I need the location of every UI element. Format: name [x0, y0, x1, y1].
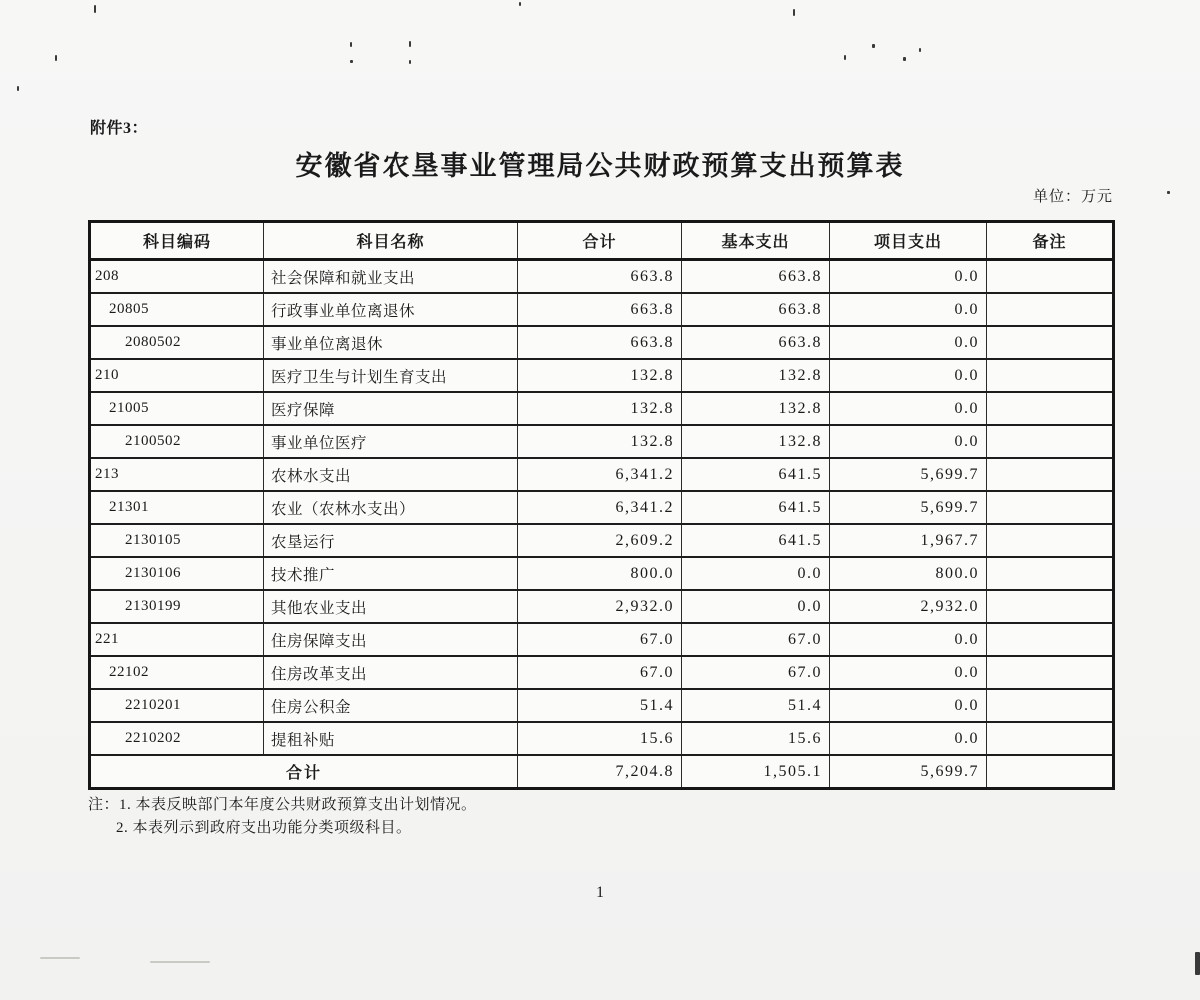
total-basic-cell: 1,505.1 [682, 755, 830, 789]
code-cell: 21005 [90, 392, 264, 425]
name-cell: 住房改革支出 [264, 656, 518, 689]
total-project-cell: 5,699.7 [830, 755, 987, 789]
scan-speck [793, 9, 795, 16]
name-cell: 事业单位离退休 [264, 326, 518, 359]
footnote-line [88, 794, 477, 817]
scan-speck [519, 2, 521, 6]
table-row [90, 326, 1114, 359]
table-row [90, 590, 1114, 623]
scan-speck [1167, 191, 1170, 194]
total-cell: 15.6 [518, 722, 682, 755]
remark-cell [987, 458, 1114, 491]
footnote-prefix: 注： [88, 797, 120, 813]
remark-cell [987, 623, 1114, 656]
remark-cell [987, 656, 1114, 689]
project-cell: 0.0 [830, 722, 987, 755]
name-cell: 农垦运行 [264, 524, 518, 557]
project-cell: 0.0 [830, 293, 987, 326]
name-cell: 农业（农林水支出） [264, 491, 518, 524]
remark-cell [987, 392, 1114, 425]
name-cell: 农林水支出 [264, 458, 518, 491]
project-cell: 5,699.7 [830, 458, 987, 491]
header-project-expenditure: 项目支出 [830, 222, 987, 260]
header-remark: 备注 [987, 222, 1114, 260]
basic-cell: 663.8 [682, 260, 830, 294]
header-total: 合计 [518, 222, 682, 260]
total-cell: 132.8 [518, 425, 682, 458]
name-cell: 行政事业单位离退休 [264, 293, 518, 326]
total-cell: 51.4 [518, 689, 682, 722]
name-cell: 技术推广 [264, 557, 518, 590]
basic-cell: 132.8 [682, 425, 830, 458]
basic-cell: 0.0 [682, 557, 830, 590]
table-row [90, 656, 1114, 689]
project-cell: 0.0 [830, 392, 987, 425]
scan-speck [55, 55, 57, 61]
scan-speck [17, 86, 19, 91]
name-cell: 其他农业支出 [264, 590, 518, 623]
project-cell: 0.0 [830, 326, 987, 359]
basic-cell: 67.0 [682, 623, 830, 656]
total-cell: 67.0 [518, 656, 682, 689]
table-row [90, 524, 1114, 557]
basic-cell: 132.8 [682, 359, 830, 392]
basic-cell: 663.8 [682, 326, 830, 359]
name-cell: 社会保障和就业支出 [264, 260, 518, 294]
total-cell: 132.8 [518, 359, 682, 392]
attachment-label: 附件3： [90, 120, 149, 137]
scan-speck [919, 48, 921, 52]
code-cell: 208 [90, 260, 264, 294]
basic-cell: 641.5 [682, 524, 830, 557]
total-label-cell: 合计 [90, 755, 518, 789]
basic-cell: 51.4 [682, 689, 830, 722]
total-cell: 800.0 [518, 557, 682, 590]
code-cell: 213 [90, 458, 264, 491]
remark-cell [987, 425, 1114, 458]
scan-speck [350, 60, 353, 63]
total-remark-cell [987, 755, 1114, 789]
table-header-row [90, 222, 1114, 260]
project-cell: 0.0 [830, 623, 987, 656]
remark-cell [987, 359, 1114, 392]
name-cell: 医疗卫生与计划生育支出 [264, 359, 518, 392]
code-cell: 2100502 [90, 425, 264, 458]
budget-table [88, 220, 1115, 790]
basic-cell: 67.0 [682, 656, 830, 689]
scan-speck [903, 57, 906, 61]
basic-cell: 15.6 [682, 722, 830, 755]
total-cell: 132.8 [518, 392, 682, 425]
basic-cell: 641.5 [682, 458, 830, 491]
code-cell: 2130106 [90, 557, 264, 590]
code-cell: 221 [90, 623, 264, 656]
scan-smudge [150, 961, 210, 963]
project-cell: 0.0 [830, 689, 987, 722]
table-total-row [90, 755, 1114, 789]
scan-speck [409, 41, 411, 47]
total-cell: 2,609.2 [518, 524, 682, 557]
total-cell: 2,932.0 [518, 590, 682, 623]
table-row [90, 491, 1114, 524]
table-row [90, 260, 1114, 294]
project-cell: 0.0 [830, 425, 987, 458]
footnote-text: 2. 本表列示到政府支出功能分类项级科目。 [116, 820, 412, 836]
footnote-line [88, 817, 477, 840]
name-cell: 住房公积金 [264, 689, 518, 722]
code-cell: 2210202 [90, 722, 264, 755]
header-basic-expenditure: 基本支出 [682, 222, 830, 260]
remark-cell [987, 491, 1114, 524]
total-cell: 6,341.2 [518, 458, 682, 491]
table-row [90, 359, 1114, 392]
scan-speck [844, 55, 846, 60]
total-cell: 663.8 [518, 260, 682, 294]
page-number: 1 [596, 884, 604, 901]
basic-cell: 0.0 [682, 590, 830, 623]
footnote-text: 1. 本表反映部门本年度公共财政预算支出计划情况。 [119, 797, 477, 813]
code-cell: 20805 [90, 293, 264, 326]
table-row [90, 425, 1114, 458]
table-row [90, 557, 1114, 590]
name-cell: 住房保障支出 [264, 623, 518, 656]
total-cell: 67.0 [518, 623, 682, 656]
total-sum-cell: 7,204.8 [518, 755, 682, 789]
document-title: 安徽省农垦事业管理局公共财政预算支出预算表 [295, 151, 905, 181]
code-cell: 22102 [90, 656, 264, 689]
code-cell: 2210201 [90, 689, 264, 722]
project-cell: 2,932.0 [830, 590, 987, 623]
project-cell: 0.0 [830, 260, 987, 294]
project-cell: 5,699.7 [830, 491, 987, 524]
basic-cell: 132.8 [682, 392, 830, 425]
code-cell: 2080502 [90, 326, 264, 359]
unit-label: 单位：万元 [1032, 189, 1113, 205]
table-row [90, 392, 1114, 425]
scan-speck [350, 42, 352, 47]
table-row [90, 293, 1114, 326]
scan-speck [94, 5, 96, 13]
remark-cell [987, 689, 1114, 722]
code-cell: 2130105 [90, 524, 264, 557]
remark-cell [987, 722, 1114, 755]
total-cell: 6,341.2 [518, 491, 682, 524]
table-row [90, 458, 1114, 491]
remark-cell [987, 524, 1114, 557]
footnotes [88, 794, 477, 840]
table-row [90, 623, 1114, 656]
project-cell: 1,967.7 [830, 524, 987, 557]
table-row [90, 722, 1114, 755]
scan-speck [409, 60, 411, 64]
remark-cell [987, 293, 1114, 326]
name-cell: 事业单位医疗 [264, 425, 518, 458]
remark-cell [987, 260, 1114, 294]
basic-cell: 663.8 [682, 293, 830, 326]
scan-speck [1195, 952, 1200, 975]
total-cell: 663.8 [518, 326, 682, 359]
total-cell: 663.8 [518, 293, 682, 326]
scan-speck [872, 44, 875, 48]
name-cell: 医疗保障 [264, 392, 518, 425]
project-cell: 0.0 [830, 359, 987, 392]
code-cell: 210 [90, 359, 264, 392]
code-cell: 21301 [90, 491, 264, 524]
remark-cell [987, 557, 1114, 590]
remark-cell [987, 590, 1114, 623]
header-subject-code: 科目编码 [90, 222, 264, 260]
code-cell: 2130199 [90, 590, 264, 623]
table-row [90, 689, 1114, 722]
scan-smudge [40, 957, 80, 959]
project-cell: 0.0 [830, 656, 987, 689]
header-subject-name: 科目名称 [264, 222, 518, 260]
remark-cell [987, 326, 1114, 359]
basic-cell: 641.5 [682, 491, 830, 524]
name-cell: 提租补贴 [264, 722, 518, 755]
project-cell: 800.0 [830, 557, 987, 590]
